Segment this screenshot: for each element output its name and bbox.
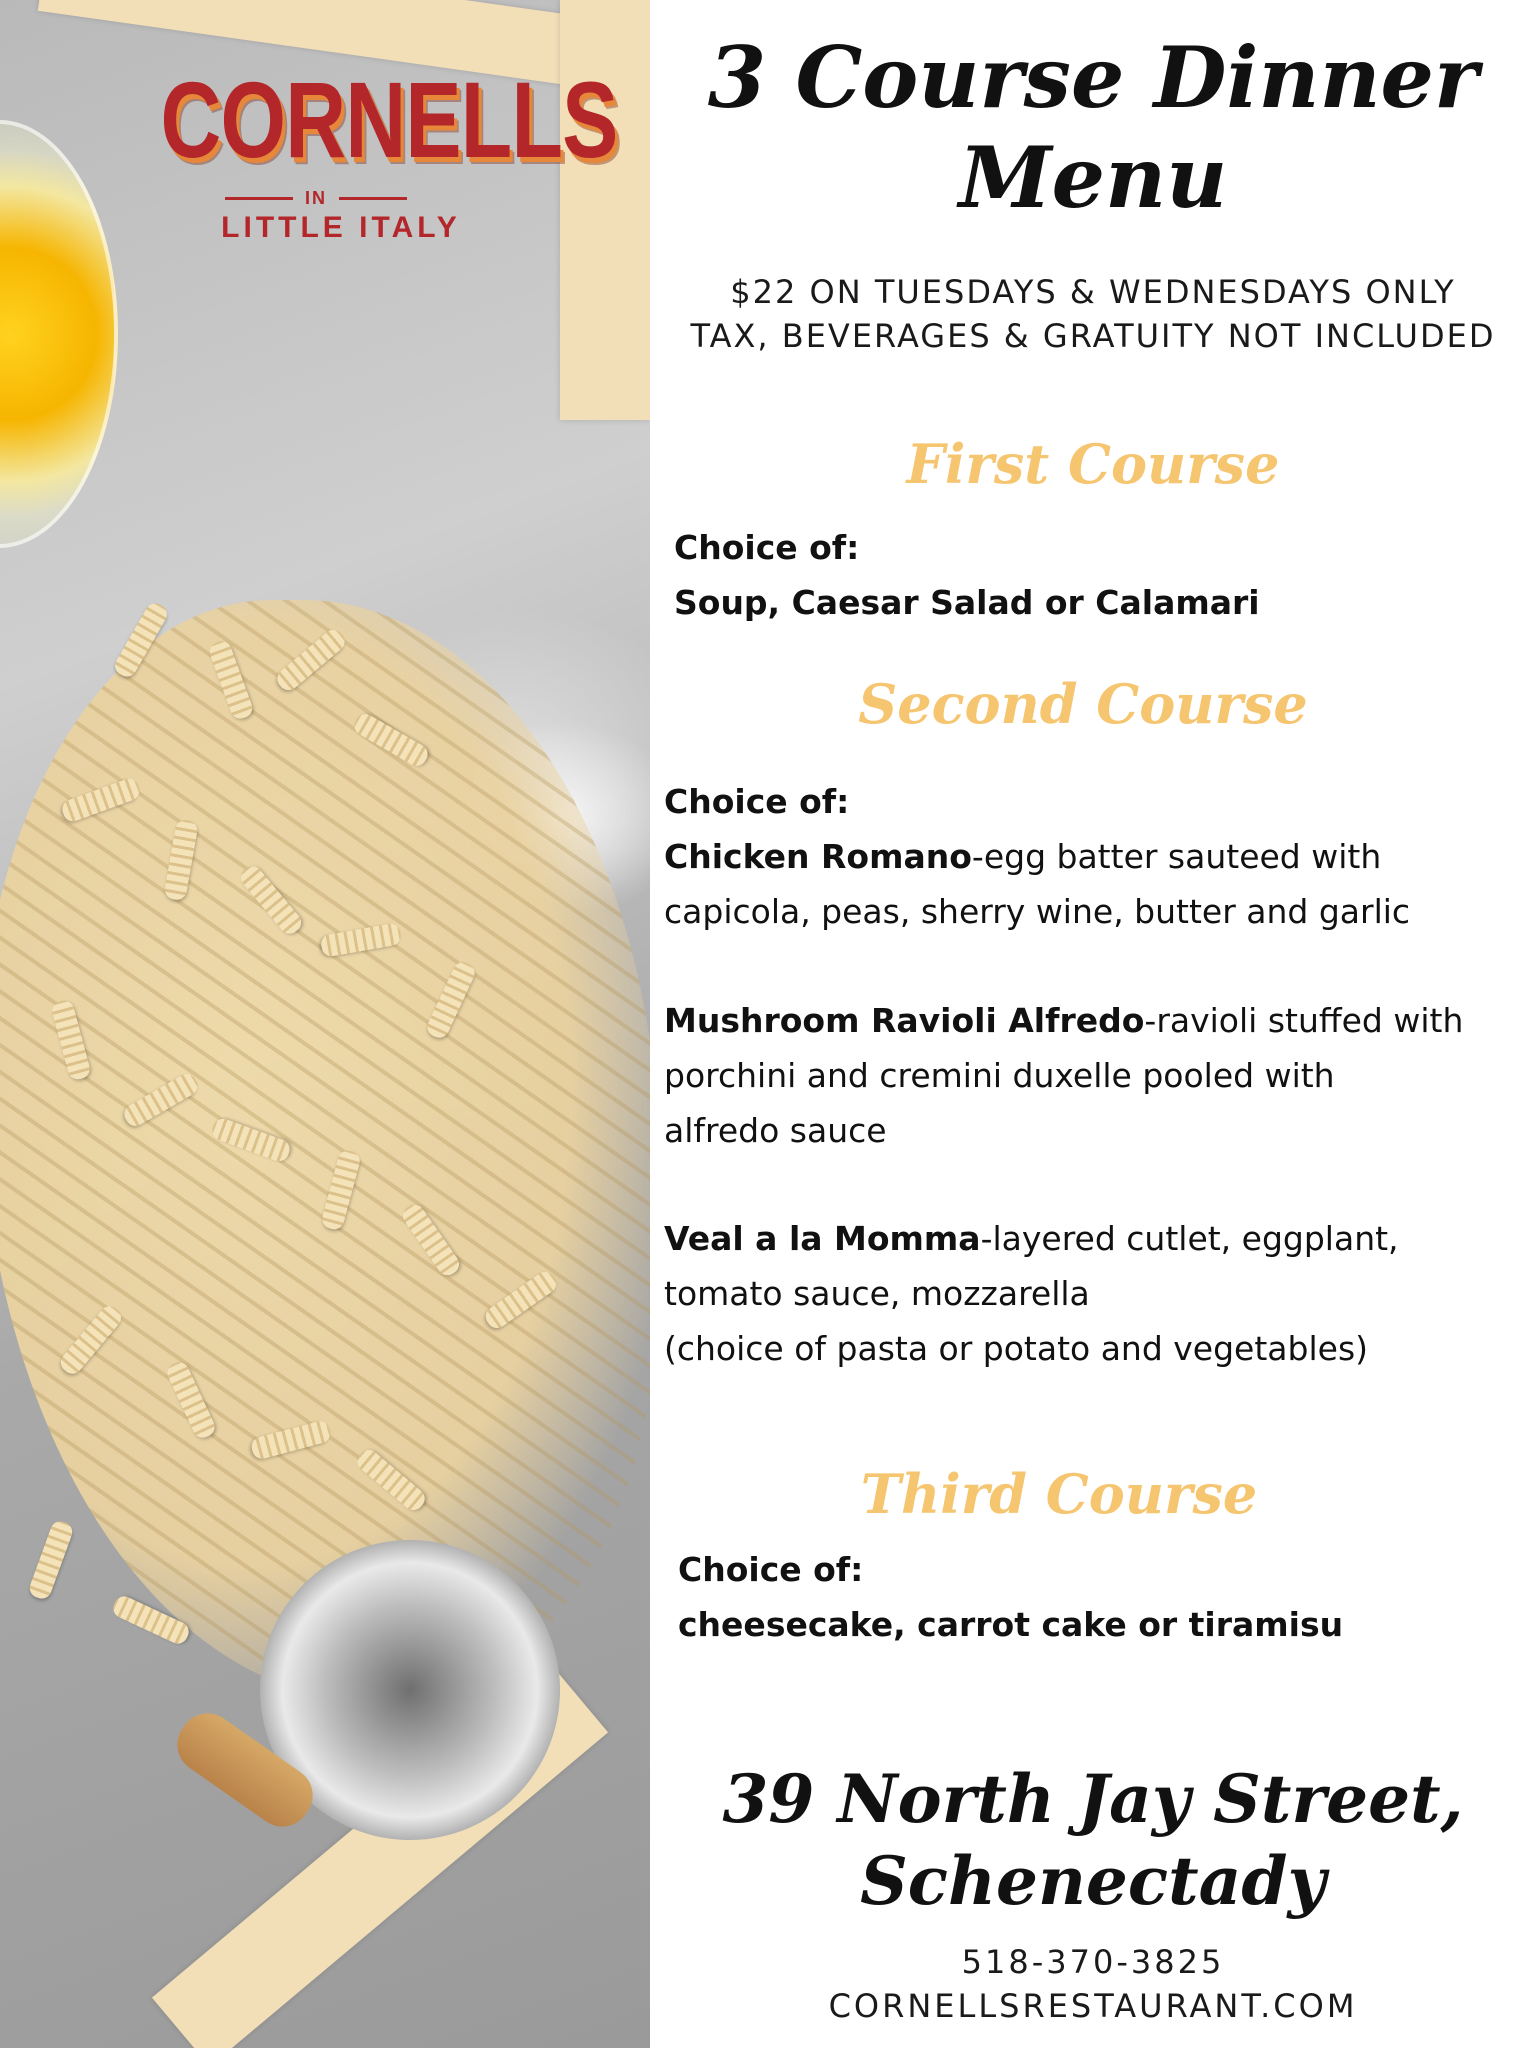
first-course-choices <box>674 520 1260 630</box>
menu-title-line2: Menu <box>958 128 1228 227</box>
first-course-choice-label: Choice of: <box>674 528 860 567</box>
phone-number: 518-370-3825 <box>961 1943 1225 1981</box>
first-course-options: Soup, Caesar Salad or Calamari <box>674 583 1260 622</box>
logo-name: CORNELLS <box>160 59 618 180</box>
third-course-choices <box>678 1542 1343 1652</box>
menu-item-name: Mushroom Ravioli Alfredo <box>664 1001 1145 1040</box>
menu-panel <box>650 0 1536 2048</box>
logo-in-word: IN <box>305 188 327 208</box>
restaurant-logo <box>96 59 618 245</box>
menu-item-chicken-romano <box>664 829 1530 939</box>
first-course-heading: First Course <box>906 432 1280 496</box>
second-course-heading: Second Course <box>858 672 1308 736</box>
menu-item-desc: (choice of pasta or potato and vegetables) <box>664 1329 1369 1368</box>
hero-photo <box>0 0 650 2048</box>
menu-title <box>650 28 1536 228</box>
contact-info <box>650 1940 1536 2028</box>
menu-item-name: Chicken Romano <box>664 837 972 876</box>
third-course-options: cheesecake, carrot cake or tiramisu <box>678 1605 1344 1644</box>
menu-item-desc: porchini and cremini duxelle pooled with <box>664 1056 1335 1095</box>
menu-title-line1: 3 Course Dinner <box>707 28 1479 127</box>
menu-item-veal-momma <box>664 1211 1530 1376</box>
pricing-line2: TAX, BEVERAGES & GRATUITY NOT INCLUDED <box>690 317 1496 355</box>
pasta-piece <box>27 1519 75 1602</box>
address-line1: 39 North Jay Street, <box>722 1760 1464 1838</box>
third-course-choice-label: Choice of: <box>678 1550 864 1589</box>
menu-item-desc: -egg batter sauteed with <box>971 837 1382 876</box>
logo-in-row <box>56 188 576 209</box>
menu-item-desc: tomato sauce, mozzarella <box>664 1274 1090 1313</box>
restaurant-address <box>650 1758 1536 1922</box>
logo-divider <box>339 197 407 200</box>
menu-item-mushroom-ravioli <box>664 993 1530 1158</box>
pricing-note <box>650 270 1536 358</box>
menu-item-desc: -ravioli stuffed with <box>1144 1001 1464 1040</box>
pricing-line1: $22 ON TUESDAYS & WEDNESDAYS ONLY <box>730 273 1456 311</box>
menu-item-desc: alfredo sauce <box>664 1111 887 1150</box>
menu-item-name: Veal a la Momma <box>664 1219 981 1258</box>
menu-item-desc: -layered cutlet, eggplant, <box>980 1219 1399 1258</box>
third-course-heading: Third Course <box>860 1462 1258 1526</box>
website-url: CORNELLSRESTAURANT.COM <box>828 1987 1358 2025</box>
logo-location: LITTLE ITALY <box>221 211 461 244</box>
second-course-choice-label-wrap <box>664 774 849 829</box>
second-course-choice-label: Choice of: <box>664 782 850 821</box>
pasta-pile <box>0 600 650 1700</box>
logo-divider <box>225 197 293 200</box>
menu-item-desc: capicola, peas, sherry wine, butter and garlic <box>664 892 1411 931</box>
address-line2: Schenectady <box>860 1842 1326 1920</box>
